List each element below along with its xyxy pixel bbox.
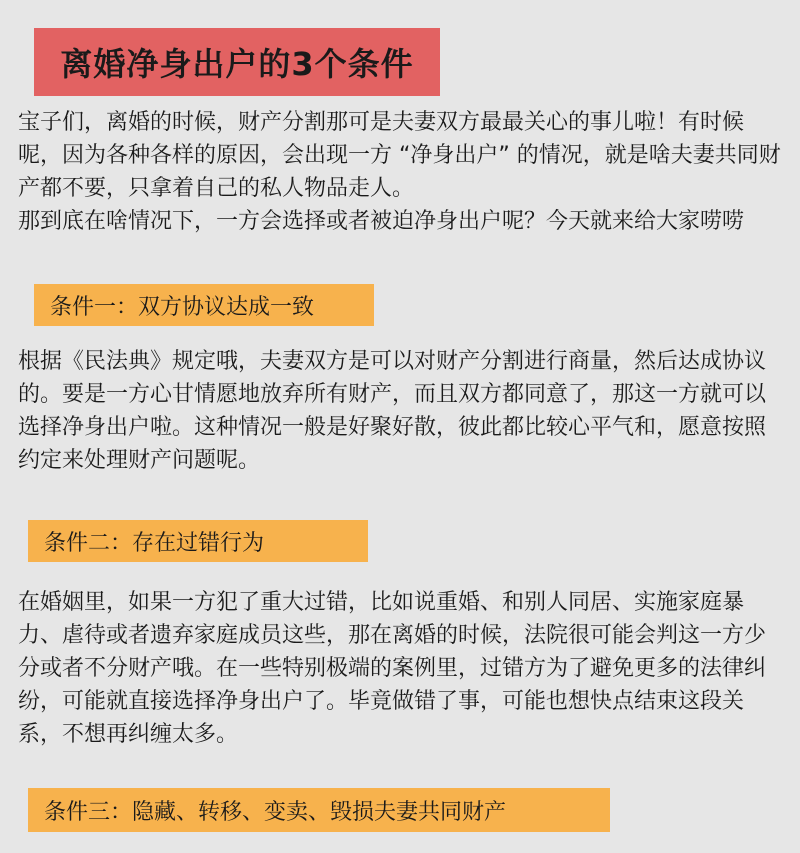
section-heading-1-label: 条件一：双方协议达成一致: [50, 294, 315, 320]
section-body-1-text: 根据《民法典》规定哦，夫妻双方是可以对财产分割进行商量，然后达成协议的。要是一方心甘情愿地放弃所有财产，而且双方都同意了，那这一方就可以选择净身出户啦。这种情况一般是好聚好散，彼此都比较心平气和，愿意按照约定来处理财产问题呢。: [18, 349, 767, 473]
section-body-1: [18, 345, 786, 477]
intro-text: [18, 106, 786, 238]
section-heading-1: [34, 284, 374, 326]
section-heading-3-label: 条件三：隐藏、转移、变卖、毁损夫妻共同财产: [44, 799, 507, 825]
title-banner: [34, 28, 440, 96]
section-body-2: [18, 586, 786, 751]
page-title: 离婚净身出户的3个条件: [60, 45, 414, 83]
section-heading-2-label: 条件二：存在过错行为: [44, 530, 265, 556]
intro-paragraph-2: 那到底在啥情况下，一方会选择或者被迫净身出户呢？今天就来给大家唠唠: [18, 209, 745, 234]
intro-paragraph-1: 宝子们，离婚的时候，财产分割那可是夫妻双方最最关心的事儿啦！有时候呢，因为各种各样的原因，会出现一方 “净身出户” 的情况，就是啥夫妻共同财产都不要，只拿着自己的私人物品走人。: [18, 110, 781, 201]
section-body-2-text: 在婚姻里，如果一方犯了重大过错，比如说重婚、和别人同居、实施家庭暴力、虐待或者遗弃家庭成员这些，那在离婚的时候，法院很可能会判这一方少分或者不分财产哦。在一些特别极端的案例里，过错方为了避免更多的法律纠纷，可能就直接选择净身出户了。毕竟做错了事，可能也想快点结束这段关系，不想再纠缠太多。: [18, 590, 767, 747]
section-heading-3: [28, 788, 610, 832]
section-heading-2: [28, 520, 368, 562]
